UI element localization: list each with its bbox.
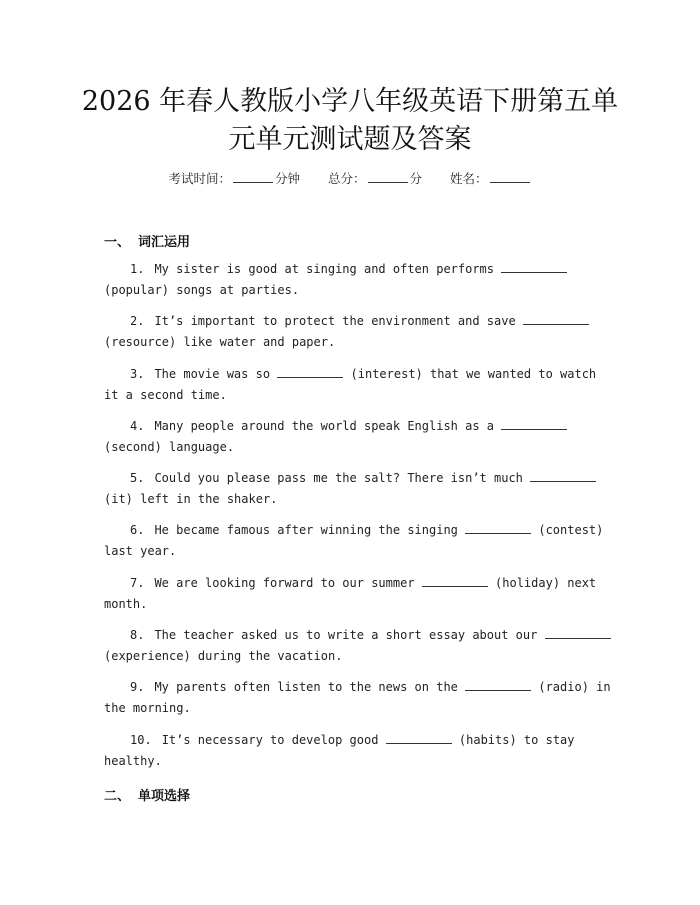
question-number: 6. <box>130 523 145 537</box>
answer-blank[interactable] <box>465 679 531 691</box>
student-name-blank[interactable] <box>490 170 530 183</box>
exam-time-label: 考试时间： <box>168 171 231 186</box>
question-number: 10. <box>130 733 152 747</box>
answer-blank[interactable] <box>501 261 567 273</box>
question-item <box>104 364 596 405</box>
answer-blank[interactable] <box>523 313 589 325</box>
student-name-field <box>450 171 532 186</box>
question-item <box>104 677 611 718</box>
question-number: 8. <box>130 628 145 642</box>
question-item <box>104 625 596 666</box>
question-text: Many people around the world speak English as a <box>154 419 495 433</box>
question-item <box>104 416 596 457</box>
question-text: It’s necessary to develop good <box>161 733 379 747</box>
section-title: 单项选择 <box>138 789 191 804</box>
exam-info-row <box>0 170 700 188</box>
section-heading-multiple-choice <box>104 785 190 804</box>
question-item <box>104 468 596 509</box>
question-text: My sister is good at singing and often performs <box>154 262 495 276</box>
question-text-continued: (it) left in the shaker. <box>104 491 278 506</box>
section-number: 一、 <box>104 235 131 250</box>
question-text: We are looking forward to our summer <box>154 576 415 590</box>
question-number: 2. <box>130 314 145 328</box>
total-score-field <box>328 171 426 186</box>
question-text: It’s important to protect the environment and save <box>154 314 516 328</box>
question-text: The teacher asked us to write a short essay about our <box>154 628 538 642</box>
question-text-after-blank: (habits) to stay <box>458 733 575 747</box>
total-score-unit: 分 <box>409 171 423 186</box>
total-score-blank[interactable] <box>368 170 408 183</box>
question-item <box>104 311 596 352</box>
question-item <box>104 573 596 614</box>
question-text-continued: (experience) during the vacation. <box>104 648 343 663</box>
question-number: 4. <box>130 419 145 433</box>
exam-time-blank[interactable] <box>233 170 273 183</box>
answer-blank[interactable] <box>386 732 452 744</box>
question-text: My parents often listen to the news on the <box>154 680 458 694</box>
question-number: 9. <box>130 680 145 694</box>
question-text-continued: last year. <box>104 543 177 558</box>
answer-blank[interactable] <box>530 470 596 482</box>
question-text-continued: (second) language. <box>104 439 235 454</box>
section-title: 词汇运用 <box>138 235 191 250</box>
question-item <box>104 520 604 561</box>
page-title-line-2: 元单元测试题及答案 <box>228 124 472 155</box>
question-text-continued: it a second time. <box>104 387 227 402</box>
answer-blank[interactable] <box>545 627 611 639</box>
question-text: He became famous after winning the singing <box>154 523 458 537</box>
page-title-line-1: 2026 年春人教版小学八年级英语下册第五单 <box>81 86 619 117</box>
answer-blank[interactable] <box>501 418 567 430</box>
question-text-after-blank: (radio) in <box>538 680 611 694</box>
question-item <box>104 259 596 300</box>
question-text-continued: month. <box>104 596 148 611</box>
answer-blank[interactable] <box>465 522 531 534</box>
question-text-continued: healthy. <box>104 753 162 768</box>
exam-time-unit: 分钟 <box>274 171 300 186</box>
question-number: 5. <box>130 471 145 485</box>
question-text: Could you please pass me the salt? There isn’t much <box>154 471 523 485</box>
answer-blank[interactable] <box>422 575 488 587</box>
question-number: 7. <box>130 576 145 590</box>
question-number: 3. <box>130 367 145 381</box>
question-text-after-blank: (interest) that we wanted to watch <box>350 367 597 381</box>
question-number: 1. <box>130 262 145 276</box>
question-text-continued: (popular) songs at parties. <box>104 282 300 297</box>
total-score-label: 总分： <box>327 171 366 186</box>
answer-blank[interactable] <box>277 366 343 378</box>
question-text-after-blank: (contest) <box>538 523 604 537</box>
section-heading-vocabulary <box>104 231 190 250</box>
section-number: 二、 <box>104 789 131 804</box>
question-text-after-blank: (holiday) next <box>495 576 597 590</box>
question-text: The movie was so <box>154 367 271 381</box>
student-name-label: 姓名： <box>450 171 488 186</box>
exam-time-field <box>168 171 304 186</box>
question-text-continued: (resource) like water and paper. <box>104 334 336 349</box>
question-text-continued: the morning. <box>104 700 191 715</box>
question-item <box>104 730 596 771</box>
